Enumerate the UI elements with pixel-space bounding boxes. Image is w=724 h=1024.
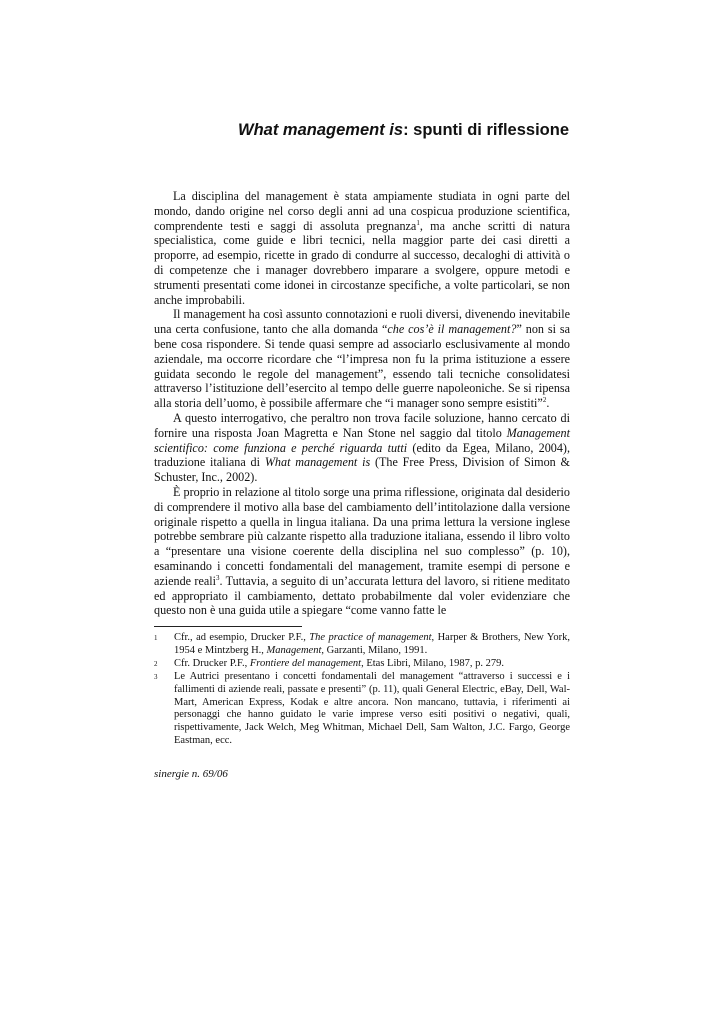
- footnote-text: [174, 632, 570, 658]
- paragraph-3-text: A questo interrogativo, che peraltro non trova facile soluzione, hanno cercato di fornire una risposta Joan Magretta e Nan Stone nel saggio dal titolo: [154, 410, 570, 440]
- paragraph-4-text: È proprio in relazione al titolo sorge una prima riflessione, originata dal desiderio di comprendere il motivo alla base del cambiamento dell’intitolazione dalla versione originale rispetto a quella in lingua italiana. Da una prima lettura la versione inglese potrebbe sembrare più calzante rispetto alla traduzione italiana, essendo il libro volto a “presentare una visione coerente della disciplina nel suo complesso” (p. 10), esaminando i concetti fondamentali del management, tramite esempi di persone e aziende reali: [154, 484, 570, 588]
- footnote-text: Le Autrici presentano i concetti fondamentali del management “attraverso i successi e i fallimenti di aziende reali, passate e presenti” (p. 11), quali General Electric, eBay, Dell, Wal-Mart, American Express, Kodak e altre ancora. Non mancano, tuttavia, i riferimenti ai personaggi che hanno guidato le varie imprese verso esiti positivi o negativi, quali, rispettivamente, Jack Welch, Meg Whitman, Michael Dell, Sam Walton, J.C. Fargo, George Eastman, ecc.: [174, 670, 570, 747]
- paragraph-3-end: (The Free Press, Division of Simon & Schuster, Inc., 2002).: [154, 455, 570, 485]
- paragraph-4-text-cont: . Tuttavia, a seguito di un’accurata lettura del lavoro, si ritiene meditato ed appropriato il cambiamento, dettato probabilmente dal voler evidenziare che questo non è una guida utile a spiegare “come vanno fatte le: [154, 573, 570, 618]
- footnote-ref-1: 1: [416, 218, 420, 227]
- paragraph-4: [154, 485, 570, 618]
- paragraph-1-text-cont: , ma anche scritti di natura specialistica, come guide e libri tecnici, nella maggior parte dei casi diretti a proporre, ad esempio, ricette in grado di condurre al successo, decaloghi di attività o di competenze che i manager dovrebbero imparare a svolgere, oppure metodi e strumenti presentati come idonei in circostanze specifiche, a volte particolari, se non anche improbabili.: [154, 218, 570, 307]
- footnote-1: [154, 632, 570, 658]
- footnote-2-text-a: Cfr. Drucker P.F.,: [174, 657, 250, 669]
- paragraph-1: [154, 189, 570, 307]
- footnotes: [154, 632, 570, 748]
- footnote-2-title: Frontiere del management: [249, 657, 362, 669]
- paragraph-2-italic: che cos’è il management?: [387, 322, 517, 337]
- footnote-number: 2: [154, 659, 158, 668]
- footnote-1-title-1: The practice of management: [309, 632, 432, 643]
- paragraph-2-end: .: [546, 396, 550, 411]
- title-italic: What management is: [238, 121, 404, 139]
- footnote-1-title-2: Management: [266, 644, 322, 656]
- footnote-3: [154, 671, 570, 748]
- paragraph-2-text-cont: ” non si sa bene cosa rispondere. Si tende quasi sempre ad associarlo esclusivamente al mondo aziendale, ma occorre ricordare che “l’impresa non fu la prima istituzione a essere guidata secondo le regole del management”, essendo tali tecniche consolidatesi attraverso l’istituzione dell’esercito al tempo delle guerre napoleoniche. Se si ripensa alla storia dell’uomo, è possibile affermare che “i manager sono sempre esistiti”: [154, 322, 571, 411]
- paragraph-1-text: La disciplina del management è stata ampiamente studiata in ogni parte del mondo, dando origine nel corso degli anni ad una cospicua produzione scientifica, comprendente testi e saggi di assoluta pregnanza: [154, 189, 570, 233]
- book-title-italian: Management scientifico: come funziona e perché riguarda tutti: [154, 425, 570, 455]
- book-title-english: What management is: [264, 455, 371, 470]
- body-text: [154, 189, 570, 618]
- running-footer: sinergie n. 69/06: [154, 768, 228, 780]
- footnote-1-text-a: Cfr., ad esempio, Drucker P.F.,: [174, 632, 310, 643]
- page-title: [0, 119, 569, 141]
- footnote-text: [174, 658, 570, 671]
- paragraph-2: [154, 307, 570, 411]
- paragraph-3: [154, 411, 570, 485]
- title-rest: : spunti di riflessione: [403, 121, 569, 139]
- footnote-1-text-b: , Harper & Brothers, New York, 1954 e Mintzberg H.,: [174, 632, 570, 656]
- footnote-ref-2: 2: [542, 396, 547, 405]
- footnote-2: [154, 658, 570, 671]
- footnote-1-text-c: , Garzanti, Milano, 1991.: [321, 644, 428, 656]
- footnote-number: 1: [154, 634, 158, 642]
- footnote-2-text-b: , Etas Libri, Milano, 1987, p. 279.: [361, 657, 504, 669]
- footnote-ref-3: 3: [215, 573, 220, 582]
- footnote-separator: [154, 626, 302, 627]
- footnote-number: 3: [154, 672, 158, 681]
- paragraph-3-text-cont: (edito da Egea, Milano, 2004), traduzione italiana di: [154, 440, 570, 470]
- paragraph-2-text: Il management ha così assunto connotazioni e ruoli diversi, divenendo inevitabile una certa confusione, tanto che alla domanda “: [154, 307, 570, 337]
